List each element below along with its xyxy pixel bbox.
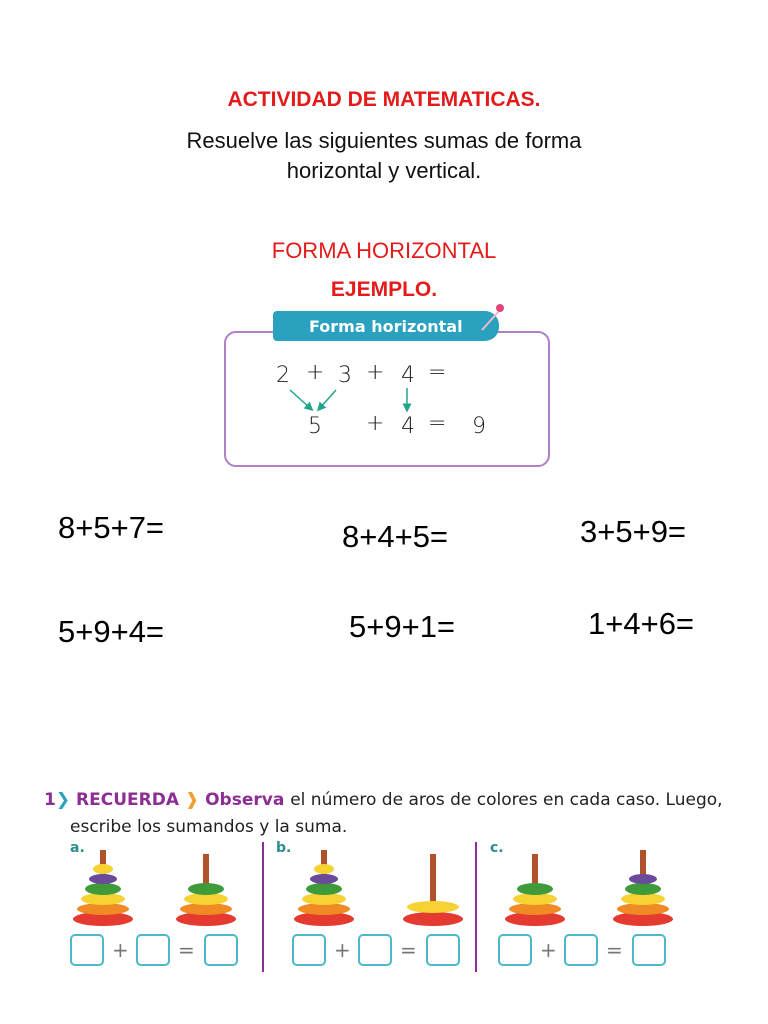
plus-sign: + [112, 938, 129, 962]
instruction-text-2: escribe los sumandos y la suma. [70, 817, 348, 837]
example-arrows [280, 386, 430, 416]
ring-stack-icon [73, 850, 133, 926]
arrow-icon: ❱ [184, 790, 200, 810]
answer-box[interactable] [204, 934, 238, 966]
example-operand: 3 [338, 363, 352, 388]
example-operand: 4 [401, 414, 415, 439]
ring-stack-icon [176, 854, 236, 926]
label-c: c. [490, 840, 504, 856]
example-operator: = [428, 411, 447, 436]
answer-box[interactable] [358, 934, 392, 966]
example-tab-label: Forma horizontal [309, 316, 463, 336]
example-result: 9 [472, 414, 486, 439]
instruction-text-1: el número de aros de colores en cada caso. Luego, [290, 790, 723, 810]
example-operator: + [366, 411, 385, 436]
equals-sign: = [606, 938, 623, 962]
chevron-right-icon: ❯ [55, 790, 71, 810]
plus-sign: + [334, 938, 351, 962]
problem-3: 3+5+9= [580, 514, 687, 549]
answer-box[interactable] [426, 934, 460, 966]
equals-sign: = [400, 938, 417, 962]
plus-sign: + [540, 938, 557, 962]
ring-stack-icon [403, 854, 463, 926]
example-label: EJEMPLO. [330, 278, 438, 301]
pencil-icon [478, 300, 508, 336]
problem-2: 8+4+5= [342, 519, 449, 554]
instruction-line-2: horizontal y vertical. [286, 158, 482, 183]
example-operator: + [366, 360, 385, 385]
observa-verb: Observa [205, 790, 285, 810]
label-a: a. [70, 840, 85, 856]
problem-6: 1+4+6= [588, 606, 695, 641]
answer-box[interactable] [70, 934, 104, 966]
section-heading: FORMA HORIZONTAL [271, 238, 497, 263]
ring-towers [60, 848, 760, 930]
equals-sign: = [178, 938, 195, 962]
problem-5: 5+9+1= [349, 609, 456, 644]
example-operand: 2 [276, 363, 290, 388]
example-tab [273, 311, 499, 341]
problem-4: 5+9+4= [58, 614, 165, 649]
ring-stack-icon [294, 850, 354, 926]
recuerda-keyword: RECUERDA [76, 790, 179, 810]
recuerda-instruction [44, 790, 723, 810]
instruction-text [0, 126, 768, 186]
instruction-line-1: Resuelve las siguientes sumas de forma [186, 128, 582, 153]
answer-box[interactable] [564, 934, 598, 966]
page-title: ACTIVIDAD DE MATEMATICAS. [227, 88, 541, 111]
ring-stack-icon [505, 854, 565, 926]
label-b: b. [276, 840, 292, 856]
example-operand: 4 [401, 363, 415, 388]
answer-box[interactable] [136, 934, 170, 966]
ring-stack-icon [613, 850, 673, 926]
example-operator: = [428, 360, 447, 385]
answer-box[interactable] [632, 934, 666, 966]
answer-box[interactable] [292, 934, 326, 966]
exercise-number: 1 [44, 790, 56, 810]
example-operator: + [306, 360, 325, 385]
example-result-operand: 5 [308, 414, 322, 439]
answer-box[interactable] [498, 934, 532, 966]
problem-1: 8+5+7= [58, 510, 165, 545]
